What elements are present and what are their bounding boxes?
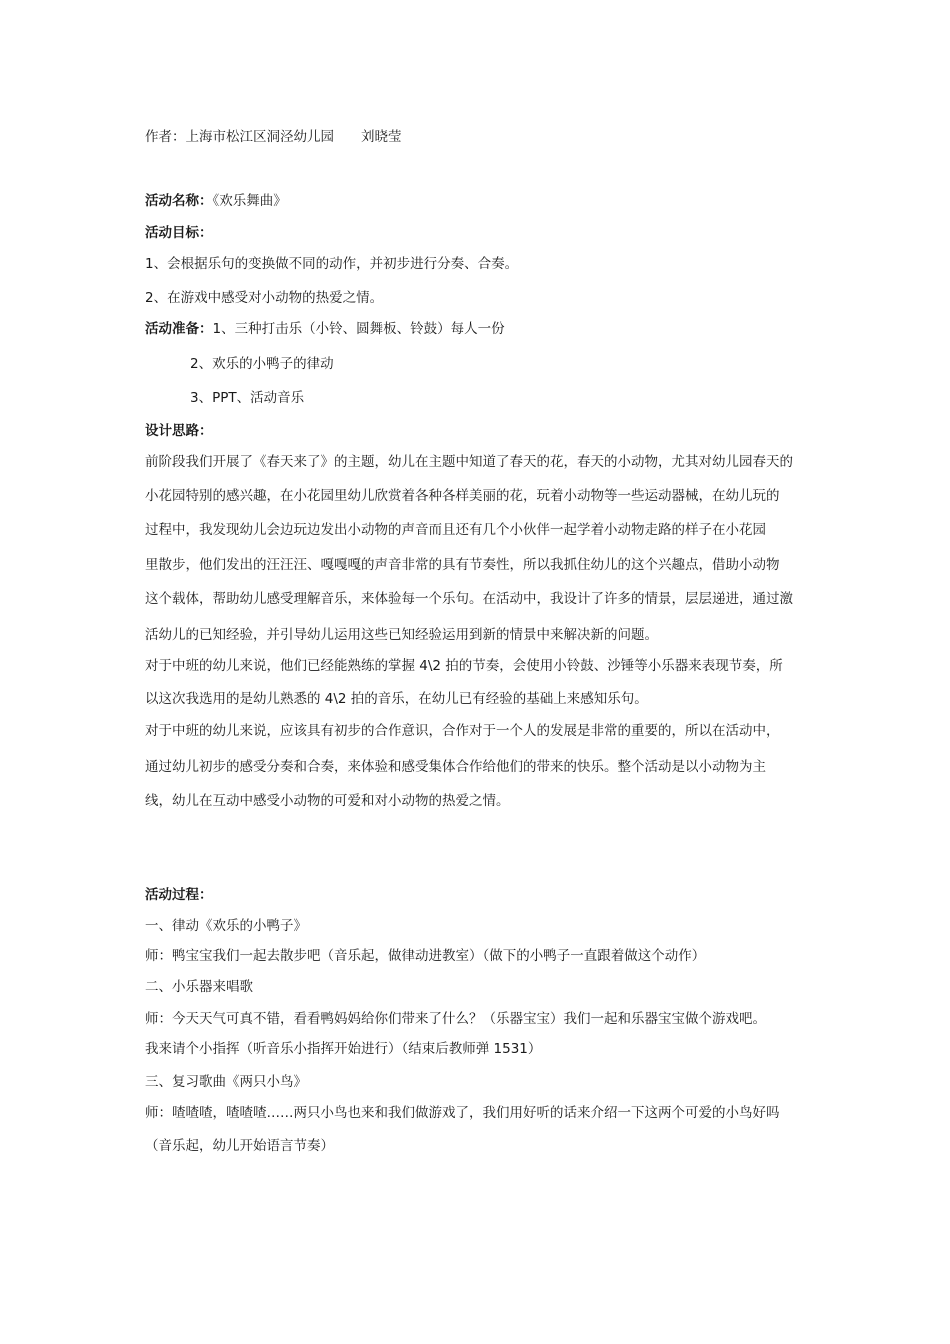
design-paragraph-line: 前阶段我们开展了《春天来了》的主题，幼儿在主题中知道了春天的花，春天的小动物，尤其对幼儿园春天的	[145, 454, 793, 470]
process-line: （音乐起，幼儿开始语言节奏）	[145, 1138, 334, 1154]
goal-item: 2、在游戏中感受对小动物的热爱之情。	[145, 290, 384, 306]
design-paragraph-line: 过程中，我发现幼儿会边玩边发出小动物的声音而且还有几个小伙伴一起学着小动物走路的样子在小花园	[145, 522, 766, 538]
design-paragraph-line: 以这次我选用的是幼儿熟悉的 4\2 拍的音乐，在幼儿已有经验的基础上来感知乐句。	[145, 691, 648, 707]
design-heading: 设计思路：	[145, 423, 213, 439]
author-line: 作者：上海市松江区洞泾幼儿园 刘晓莹	[145, 129, 402, 145]
activity-name-value: 《欢乐舞曲》	[212, 193, 287, 209]
process-line: 二、小乐器来唱歌	[145, 979, 253, 995]
design-paragraph-line: 通过幼儿初步的感受分奏和合奏，来体验和感受集体合作给他们的带来的快乐。整个活动是以小动物为主	[145, 759, 766, 775]
design-paragraph-line: 这个载体，帮助幼儿感受理解音乐，来体验每一个乐句。在活动中，我设计了许多的情景，层层递进，通过激	[145, 591, 793, 607]
design-paragraph-line: 线，幼儿在互动中感受小动物的可爱和对小动物的热爱之情。	[145, 793, 510, 809]
activity-name-line	[145, 192, 810, 210]
activity-name-label: 活动名称：	[145, 193, 213, 209]
preparation-item: 1、三种打击乐（小铃、圆舞板、铃鼓）每人一份	[212, 321, 505, 337]
design-paragraph-line: 对于中班的幼儿来说，他们已经能熟练的掌握 4\2 拍的节奏，会使用小铃鼓、沙锤等小乐器来表现节奏，所	[145, 658, 783, 674]
design-paragraph-line: 对于中班的幼儿来说，应该具有初步的合作意识，合作对于一个人的发展是非常的重要的，所以在活动中，	[145, 723, 780, 739]
process-line: 师：鸭宝宝我们一起去散步吧（音乐起，做律动进教室）（做下的小鸭子一直跟着做这个动作）	[145, 948, 706, 964]
process-line: 我来请个小指挥（听音乐小指挥开始进行）（结束后教师弹 1531）	[145, 1041, 542, 1057]
design-paragraph-line: 小花园特别的感兴趣，在小花园里幼儿欣赏着各种各样美丽的花，玩着小动物等一些运动器械，在幼儿玩的	[145, 488, 780, 504]
preparation-label: 活动准备：	[145, 321, 213, 337]
goals-heading: 活动目标：	[145, 225, 213, 241]
process-line: 师：今天天气可真不错，看看鸭妈妈给你们带来了什么？（乐器宝宝）我们一起和乐器宝宝做个游戏吧。	[145, 1011, 766, 1027]
design-paragraph-line: 里散步，他们发出的汪汪汪、嘎嘎嘎的声音非常的具有节奏性，所以我抓住幼儿的这个兴趣点，借助小动物	[145, 557, 780, 573]
process-heading: 活动过程：	[145, 887, 213, 903]
process-line: 一、律动《欢乐的小鸭子》	[145, 918, 307, 934]
preparation-item: 3、PPT、活动音乐	[190, 390, 305, 406]
process-line: 师：喳喳喳，喳喳喳……两只小鸟也来和我们做游戏了，我们用好听的话来介绍一下这两个可爱的小鸟好吗	[145, 1105, 780, 1121]
preparation-line	[145, 320, 810, 338]
design-paragraph-line: 活幼儿的已知经验，并引导幼儿运用这些已知经验运用到新的情景中来解决新的问题。	[145, 627, 658, 643]
preparation-item: 2、欢乐的小鸭子的律动	[190, 356, 334, 372]
goal-item: 1、会根据乐句的变换做不同的动作，并初步进行分奏、合奏。	[145, 256, 519, 272]
process-line: 三、复习歌曲《两只小鸟》	[145, 1074, 307, 1090]
